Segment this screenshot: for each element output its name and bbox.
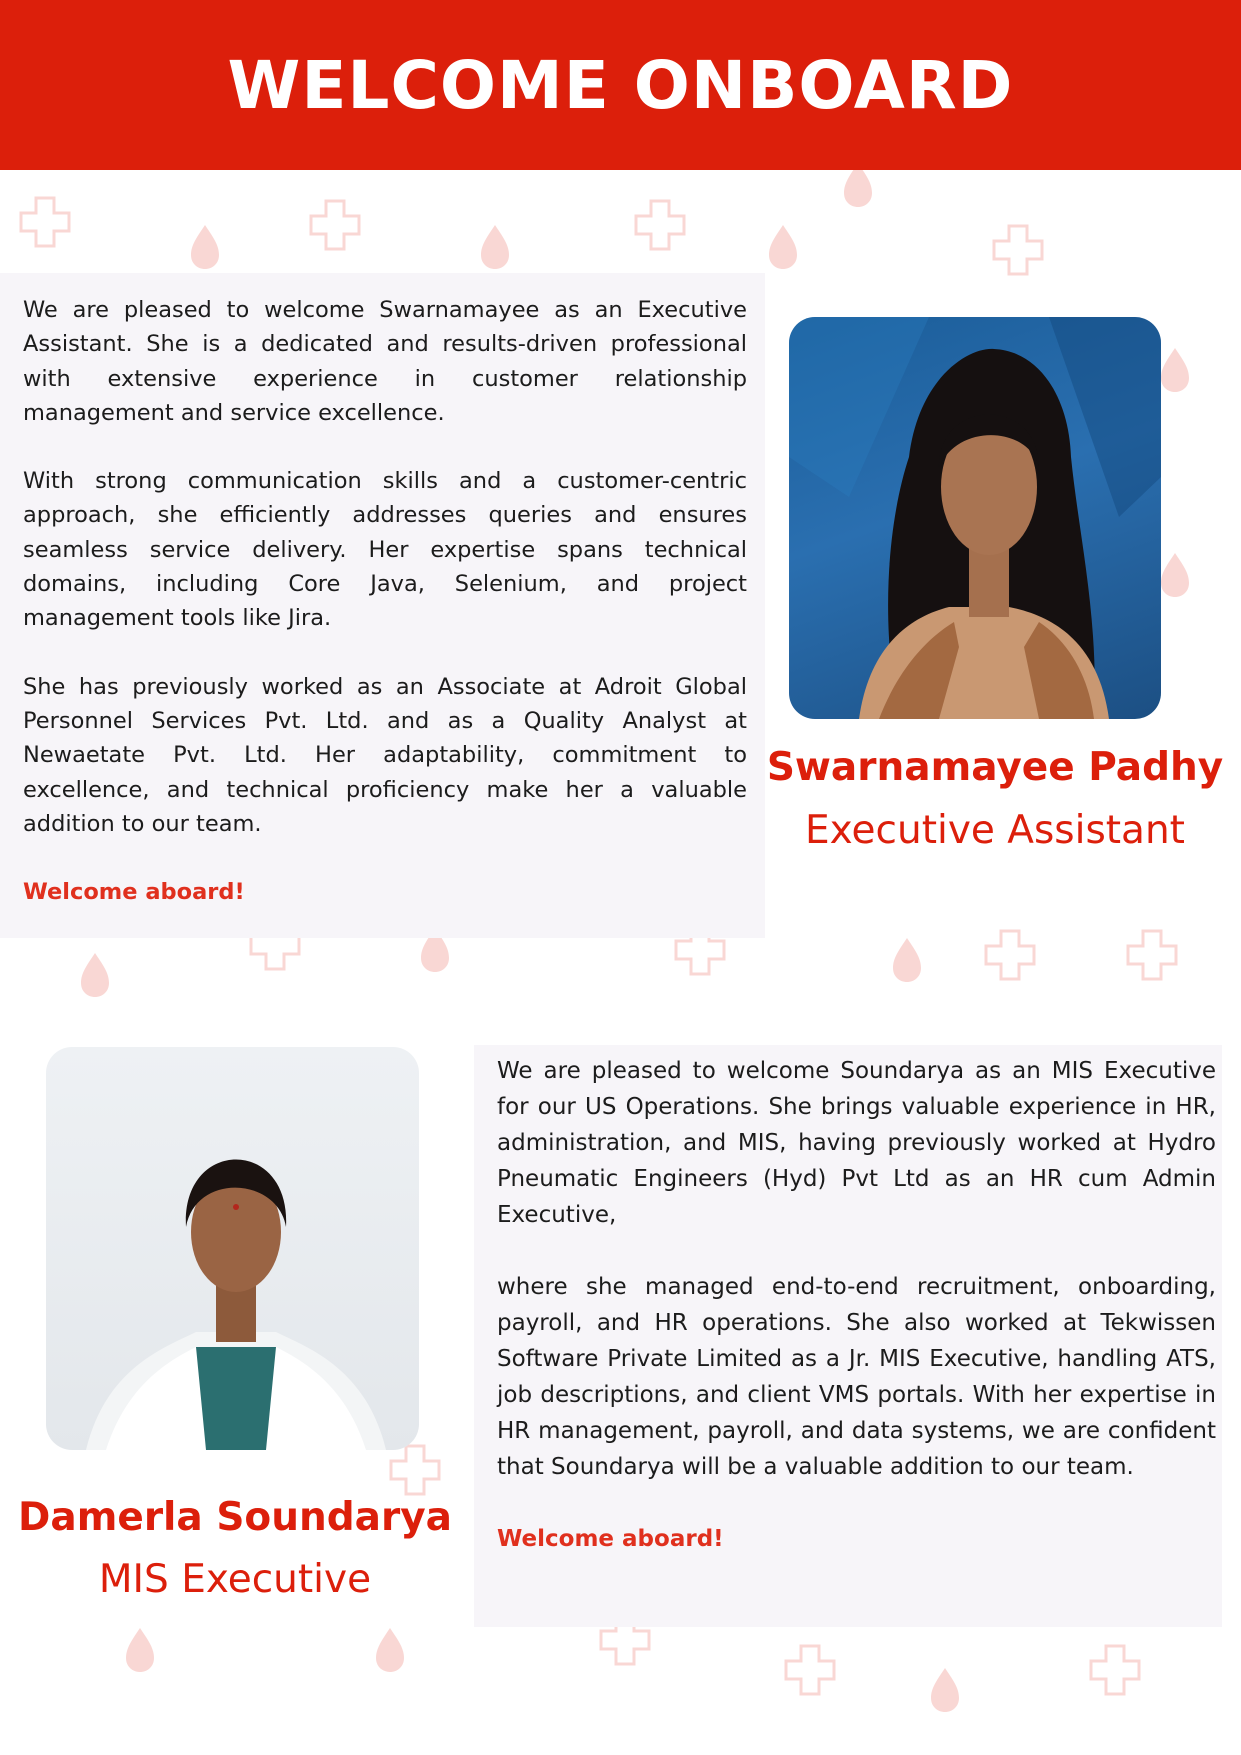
portrait-photo-soundarya (46, 1047, 419, 1450)
welcome-closing: Welcome aboard! (23, 879, 245, 906)
intro-paragraph: where she managed end-to-end recruitment, onboarding, payroll, and HR operations. She also worked at Tekwissen Software Private Limited as a Jr. MIS Executive, handling ATS, job descriptions, and client VMS portals. With her expertise in HR management, payroll, and data systems, we are confident that Soundarya will be a valuable addition to our team. (497, 1274, 1216, 1480)
portrait-photo-swarnamayee (789, 317, 1161, 719)
intro-paragraph: We are pleased to welcome Swarnamayee as an Executive Assistant. She is a dedicated and results-driven professional with extensive experience in customer relationship management and service excellence. (23, 297, 747, 426)
intro-card-1 (0, 273, 765, 938)
intro-paragraph: She has previously worked as an Associate at Adroit Global Personnel Services Pvt. Ltd. and as a Quality Analyst at Newaetate Pvt. Ltd. Her adaptability, commitment to excellence, and technical proficiency make her a valuable addition to our team. (23, 673, 747, 837)
portrait-icon (46, 1047, 419, 1450)
employee-role: Executive Assistant (805, 808, 1185, 853)
intro-card-2 (474, 1045, 1222, 1627)
employee-name: Swarnamayee Padhy (766, 745, 1224, 790)
welcome-closing: Welcome aboard! (497, 1526, 724, 1552)
intro-paragraph: We are pleased to welcome Soundarya as an MIS Executive for our US Operations. She brings valuable experience in HR, administration, and MIS, having previously worked at Hydro Pneumatic Engineers (Hyd) Pvt Ltd as an HR cum Admin Executive, (497, 1058, 1216, 1228)
employee-name: Damerla Soundarya (18, 1495, 452, 1540)
intro-paragraph: With strong communication skills and a customer-centric approach, she efficiently addresses queries and ensures seamless service delivery. Her expertise spans technical domains, including Core Java, Selenium, and project management tools like Jira. (23, 468, 747, 632)
header-banner (0, 0, 1241, 170)
page-title: WELCOME ONBOARD (227, 46, 1014, 124)
employee-role: MIS Executive (98, 1557, 372, 1602)
portrait-icon (789, 317, 1161, 719)
